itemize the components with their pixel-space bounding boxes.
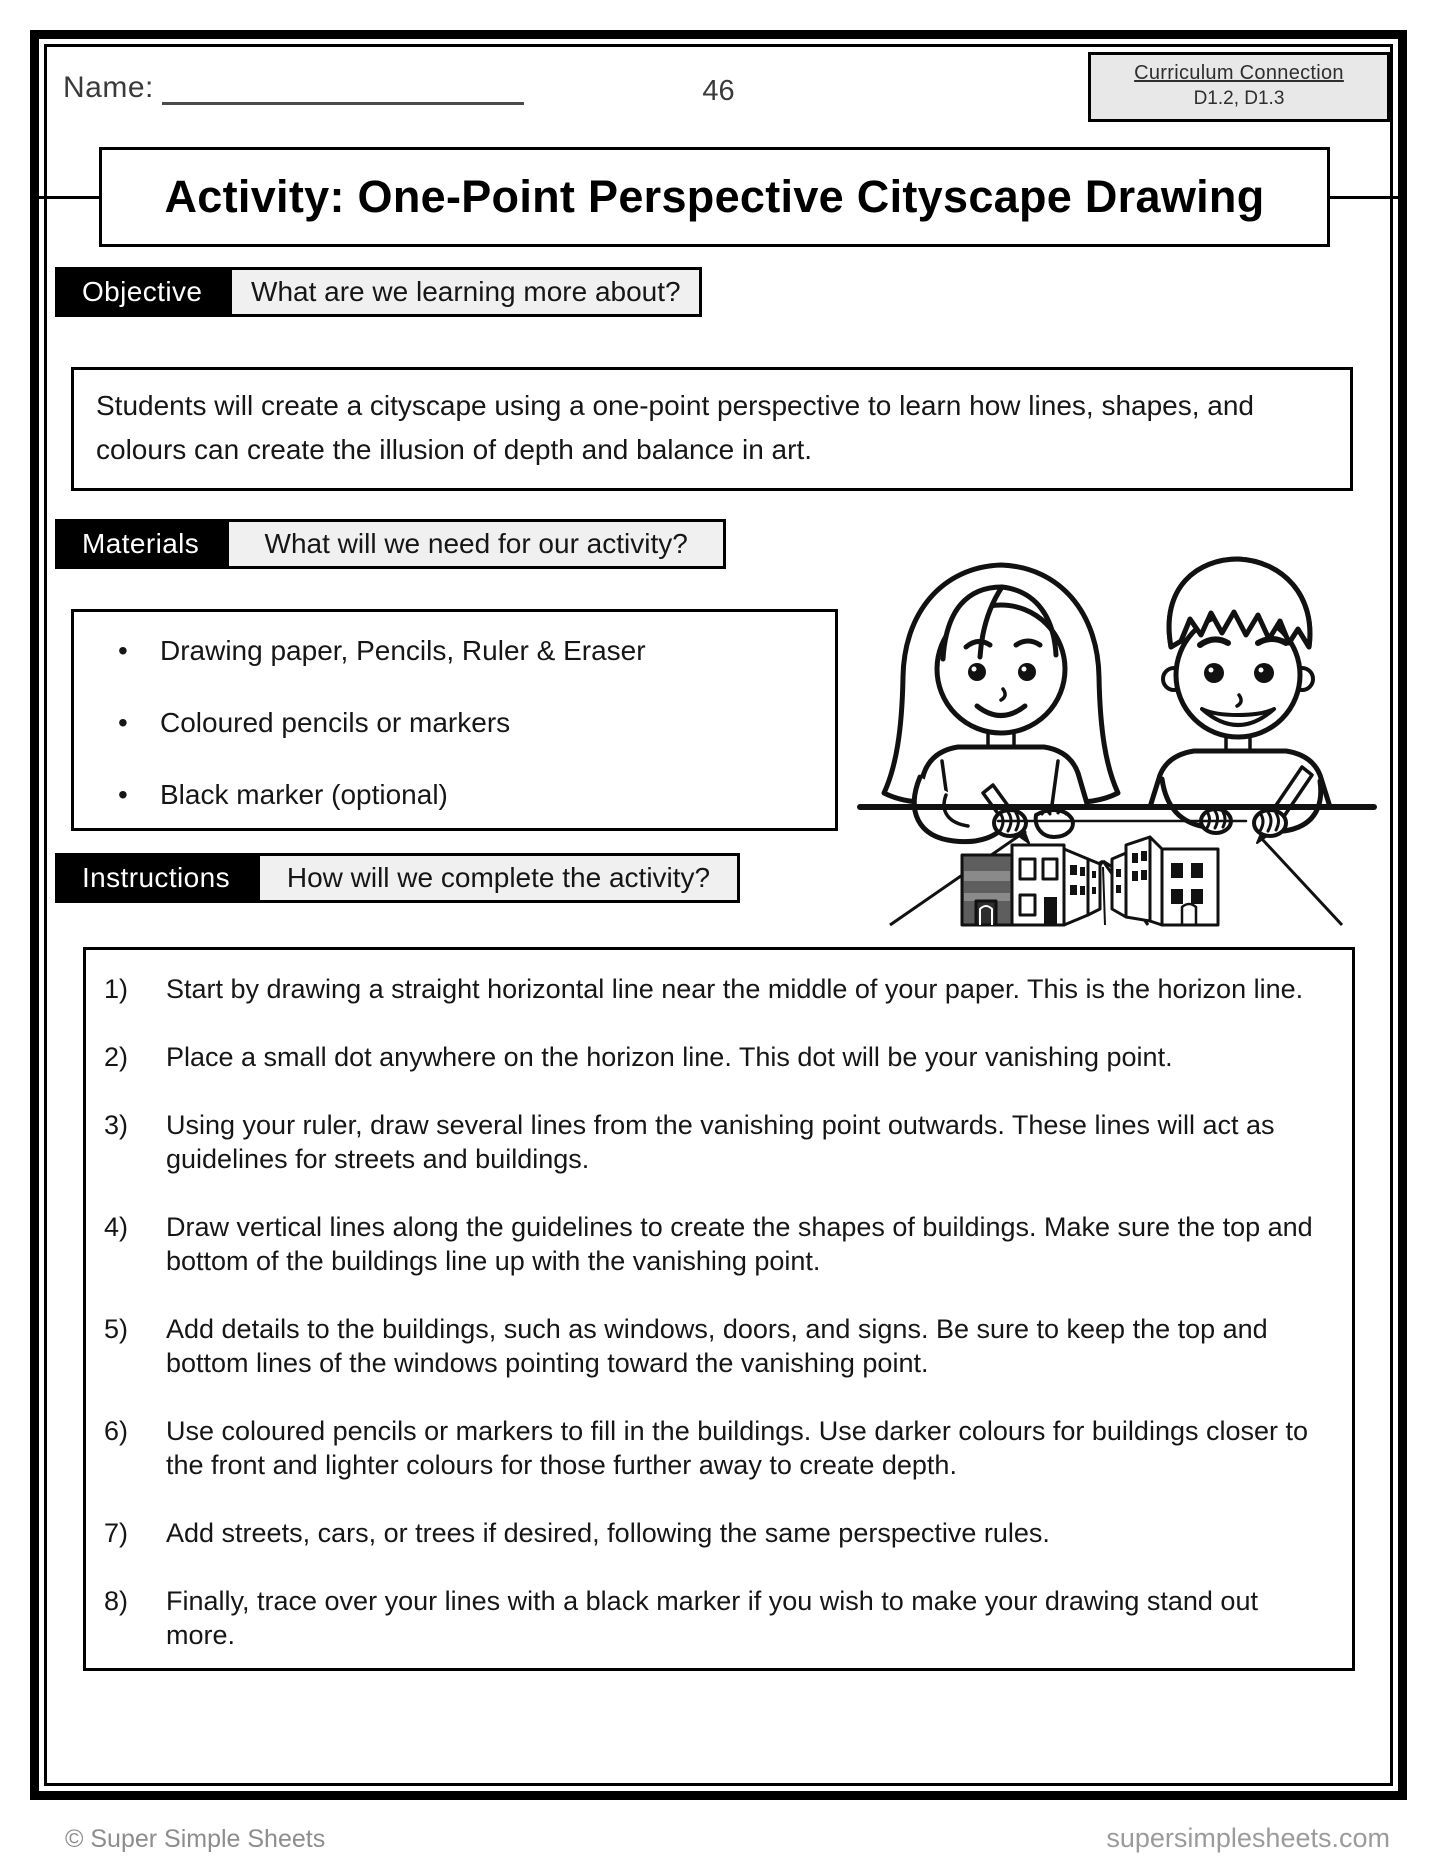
step-number: 6) bbox=[104, 1416, 129, 1446]
worksheet-title: Activity: One-Point Perspective Cityscape Drawing bbox=[99, 147, 1330, 247]
step-text: Use coloured pencils or markers to fill in the buildings. Use darker colours for buildings closer to the front and lighter colours for those further away to create depth. bbox=[166, 1416, 1309, 1480]
header bbox=[47, 47, 1390, 117]
step-number: 5) bbox=[104, 1314, 129, 1344]
material-text: Black marker (optional) bbox=[160, 779, 448, 810]
step-number: 8) bbox=[104, 1586, 129, 1616]
step-number: 7) bbox=[104, 1518, 129, 1548]
materials-label: Materials bbox=[55, 519, 226, 569]
step-text: Using your ruler, draw several lines from the vanishing point outwards. These lines will act as guidelines for streets and buildings. bbox=[166, 1110, 1275, 1174]
step-number: 3) bbox=[104, 1110, 129, 1140]
materials-list-box bbox=[71, 609, 838, 831]
page-border-outer bbox=[30, 30, 1407, 1800]
page-border-inner bbox=[44, 44, 1393, 1786]
step-text: Add details to the buildings, such as windows, doors, and signs. Be sure to keep the top and bottom lines of the windows pointing toward the vanishing point. bbox=[166, 1314, 1268, 1378]
title-band bbox=[47, 147, 1390, 247]
footer bbox=[65, 1823, 1390, 1854]
material-text: Drawing paper, Pencils, Ruler & Eraser bbox=[160, 635, 646, 666]
instruction-step bbox=[104, 1040, 1326, 1074]
footer-website: supersimplesheets.com bbox=[1106, 1823, 1390, 1853]
step-text: Draw vertical lines along the guidelines to create the shapes of buildings. Make sure the top and bottom of the buildings line up with the vanishing point. bbox=[166, 1212, 1313, 1276]
instruction-step bbox=[104, 972, 1326, 1006]
bullet-icon: • bbox=[118, 635, 128, 666]
instructions-question: How will we complete the activity? bbox=[257, 853, 740, 903]
page-number: 46 bbox=[702, 75, 735, 107]
instruction-step bbox=[104, 1108, 1326, 1176]
instruction-step bbox=[104, 1584, 1326, 1652]
step-text: Finally, trace over your lines with a black marker if you wish to make your drawing stand out more. bbox=[166, 1586, 1258, 1650]
footer-copyright: © Super Simple Sheets bbox=[65, 1825, 326, 1853]
instructions-list-box bbox=[83, 947, 1355, 1671]
curriculum-connection-box bbox=[1088, 52, 1390, 122]
materials-question: What will we need for our activity? bbox=[226, 519, 726, 569]
step-number: 4) bbox=[104, 1212, 129, 1242]
step-text: Place a small dot anywhere on the horizon line. This dot will be your vanishing point. bbox=[166, 1042, 1173, 1072]
curriculum-codes: D1.2, D1.3 bbox=[1193, 88, 1285, 109]
curriculum-title: Curriculum Connection bbox=[1134, 62, 1344, 84]
objective-question: What are we learning more about? bbox=[229, 267, 702, 317]
name-blank-line bbox=[162, 72, 524, 105]
step-text: Add streets, cars, or trees if desired, following the same perspective rules. bbox=[166, 1518, 1050, 1548]
bullet-icon: • bbox=[118, 779, 128, 810]
name-label: Name: bbox=[63, 71, 154, 104]
step-number: 1) bbox=[104, 974, 129, 1004]
step-number: 2) bbox=[104, 1042, 129, 1072]
material-text: Coloured pencils or markers bbox=[160, 707, 511, 738]
instruction-step bbox=[104, 1312, 1326, 1380]
instruction-step bbox=[104, 1210, 1326, 1278]
instructions-label: Instructions bbox=[55, 853, 257, 903]
material-item bbox=[74, 706, 821, 740]
step-text: Start by drawing a straight horizontal line near the middle of your paper. This is the horizon line. bbox=[166, 974, 1304, 1004]
instruction-step bbox=[104, 1414, 1326, 1482]
material-item bbox=[74, 634, 821, 668]
page-content bbox=[47, 47, 1390, 1783]
material-item bbox=[74, 778, 821, 812]
objective-text-box: Students will create a cityscape using a one-point perspective to learn how lines, shapes, and colours can create the illusion of depth and balance in art. bbox=[71, 367, 1353, 491]
objective-label: Objective bbox=[55, 267, 229, 317]
children-drawing-cityscape-illustration bbox=[850, 509, 1384, 929]
bullet-icon: • bbox=[118, 707, 128, 738]
instruction-step bbox=[104, 1516, 1326, 1550]
objective-header-row bbox=[55, 267, 1390, 317]
